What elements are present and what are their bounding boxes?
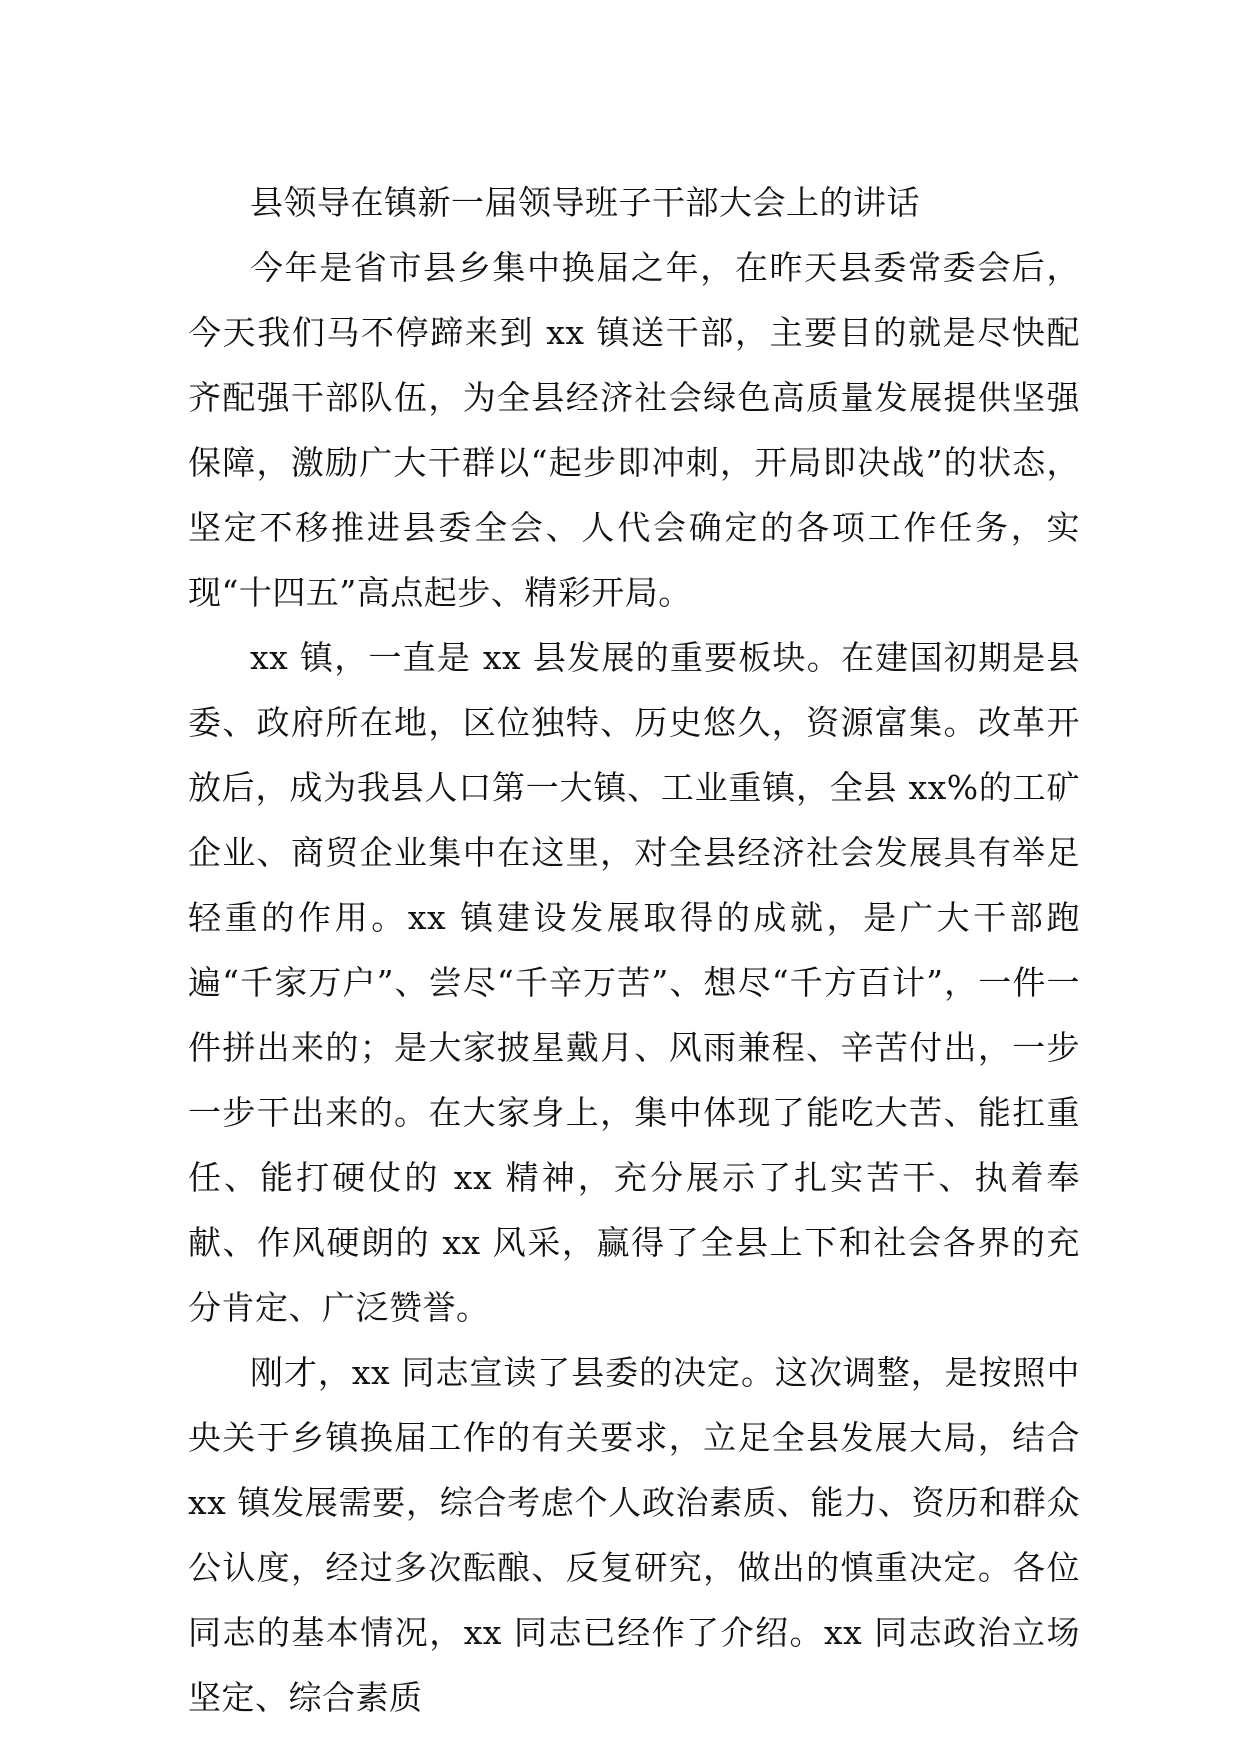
paragraph-1: 今年是省市县乡集中换届之年，在昨天县委常委会后，今天我们马不停蹄来到 xx 镇送干部，主要目的就是尽快配齐配强干部队伍，为全县经济社会绿色高质量发展提供坚强保障，激励广大干群以“起步即冲刺，开局即决战”的状态，坚定不移推进县委全会、人代会确定的各项工作任务，实现“十四五”高点起步、精彩开局。	[188, 248, 1080, 612]
paragraph-3: 刚才，xx 同志宣读了县委的决定。这次调整，是按照中央关于乡镇换届工作的有关要求，立足全县发展大局，结合 xx 镇发展需要，综合考虑个人政治素质、能力、资历和群众公认度，经过多次酝酿、反复研究，做出的慎重决定。各位同志的基本情况，xx 同志已经作了介绍。xx 同志政治立场坚定、综合素质	[188, 1353, 1080, 1717]
document-title: 县领导在镇新一届领导班子干部大会上的讲话	[250, 183, 920, 222]
paragraph-2: xx 镇，一直是 xx 县发展的重要板块。在建国初期是县委、政府所在地，区位独特、历史悠久，资源富集。改革开放后，成为我县人口第一大镇、工业重镇，全县 xx%的工矿企业、商贸企业集中在这里，对全县经济社会发展具有举足轻重的作用。xx 镇建设发展取得的成就，是广大干部跑遍“千家万户”、尝尽“千辛万苦”、想尽“千方百计”，一件一件拼出来的；是大家披星戴月、风雨兼程、辛苦付出，一步一步干出来的。在大家身上，集中体现了能吃大苦、能扛重任、能打硬仗的 xx 精神，充分展示了扎实苦干、执着奉献、作风硬朗的 xx 风采，赢得了全县上下和社会各界的充分肯定、广泛赞誉。	[188, 638, 1080, 1327]
document-body	[188, 170, 1080, 1730]
